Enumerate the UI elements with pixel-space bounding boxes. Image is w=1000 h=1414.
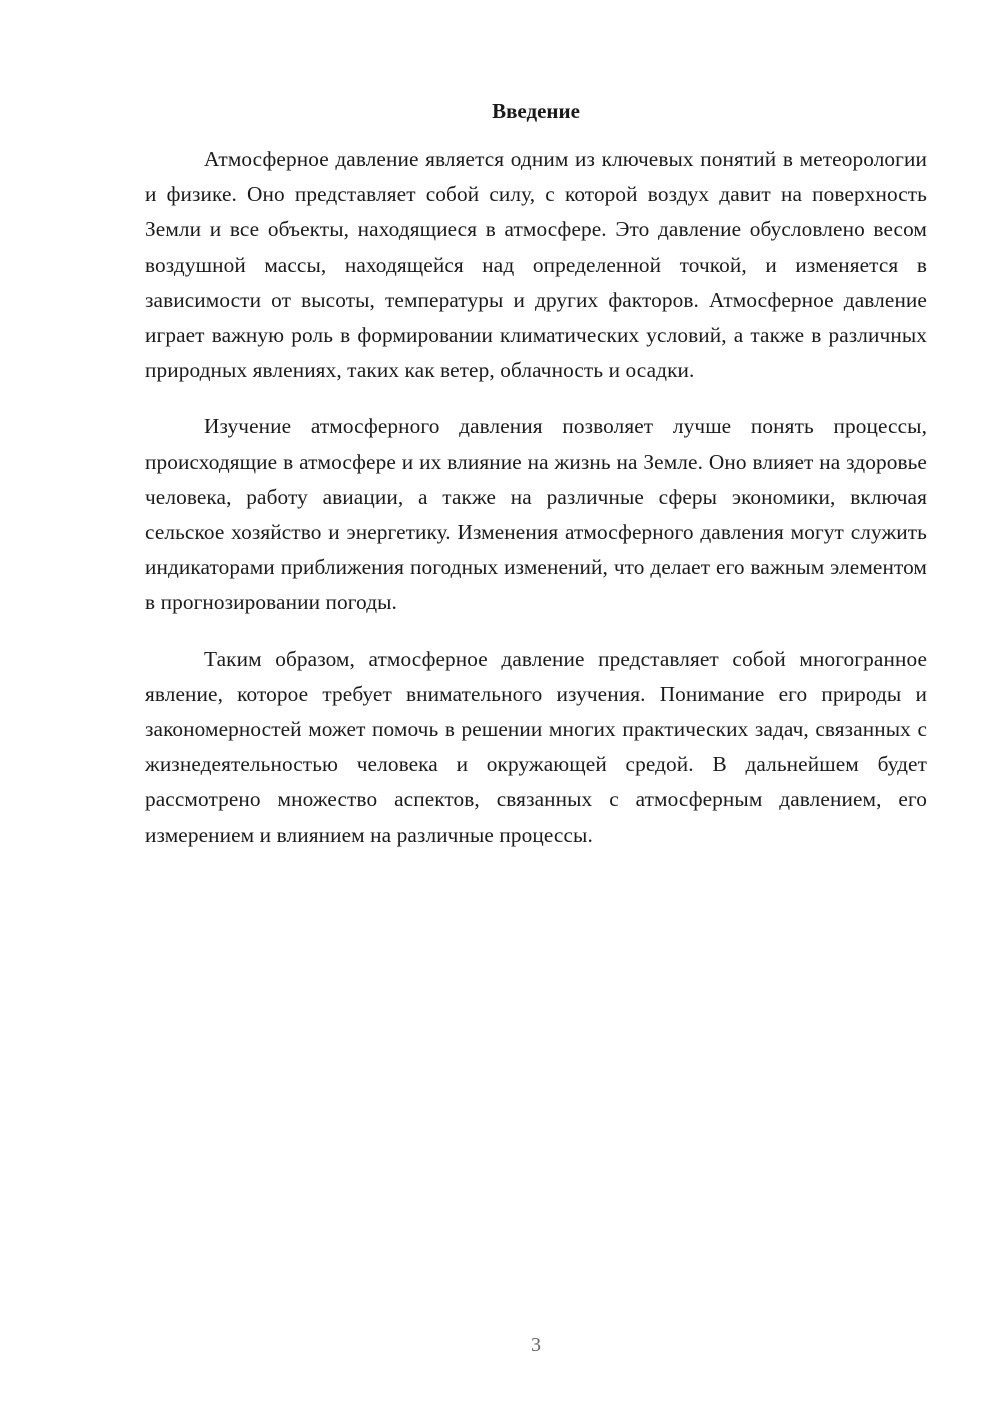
paragraph-2: Изучение атмосферного давления позволяет лучше понять процессы, происходящие в атмосфере и их влияние на жизнь на Земле. Оно влияет на здоровье человека, работу авиации, а также на различные сферы экономики, включая сельское хозяйство и энергетику. Изменения атмосферного давления могут служить индикаторами приближения погодных изменений, что делает его важным элементом в прогнозировании погоды. [145, 414, 927, 615]
page-number: 3 [531, 1334, 541, 1356]
body-text [145, 142, 927, 874]
page-title: Введение [492, 99, 580, 123]
paragraph-1: Атмосферное давление является одним из ключевых понятий в метеорологии и физике. Оно представляет собой силу, с которой воздух давит на поверхность Земли и все объекты, находящиеся в атмосфере. Это давление обусловлено весом воздушной массы, находящейся над определенной точкой, и изменяется в зависимости от высоты, температуры и других факторов. Атмосферное давление играет важную роль в формировании климатических условий, а также в различных природных явлениях, таких как ветер, облачность и осадки. [145, 147, 927, 383]
paragraph-3: Таким образом, атмосферное давление представляет собой многогранное явление, которое требует внимательного изучения. Понимание его природы и закономерностей может помочь в решении многих практических задач, связанных с жизнедеятельностью человека и окружающей средой. В дальнейшем будет рассмотрено множество аспектов, связанных с атмосферным давлением, его измерением и влиянием на различные процессы. [145, 646, 927, 847]
